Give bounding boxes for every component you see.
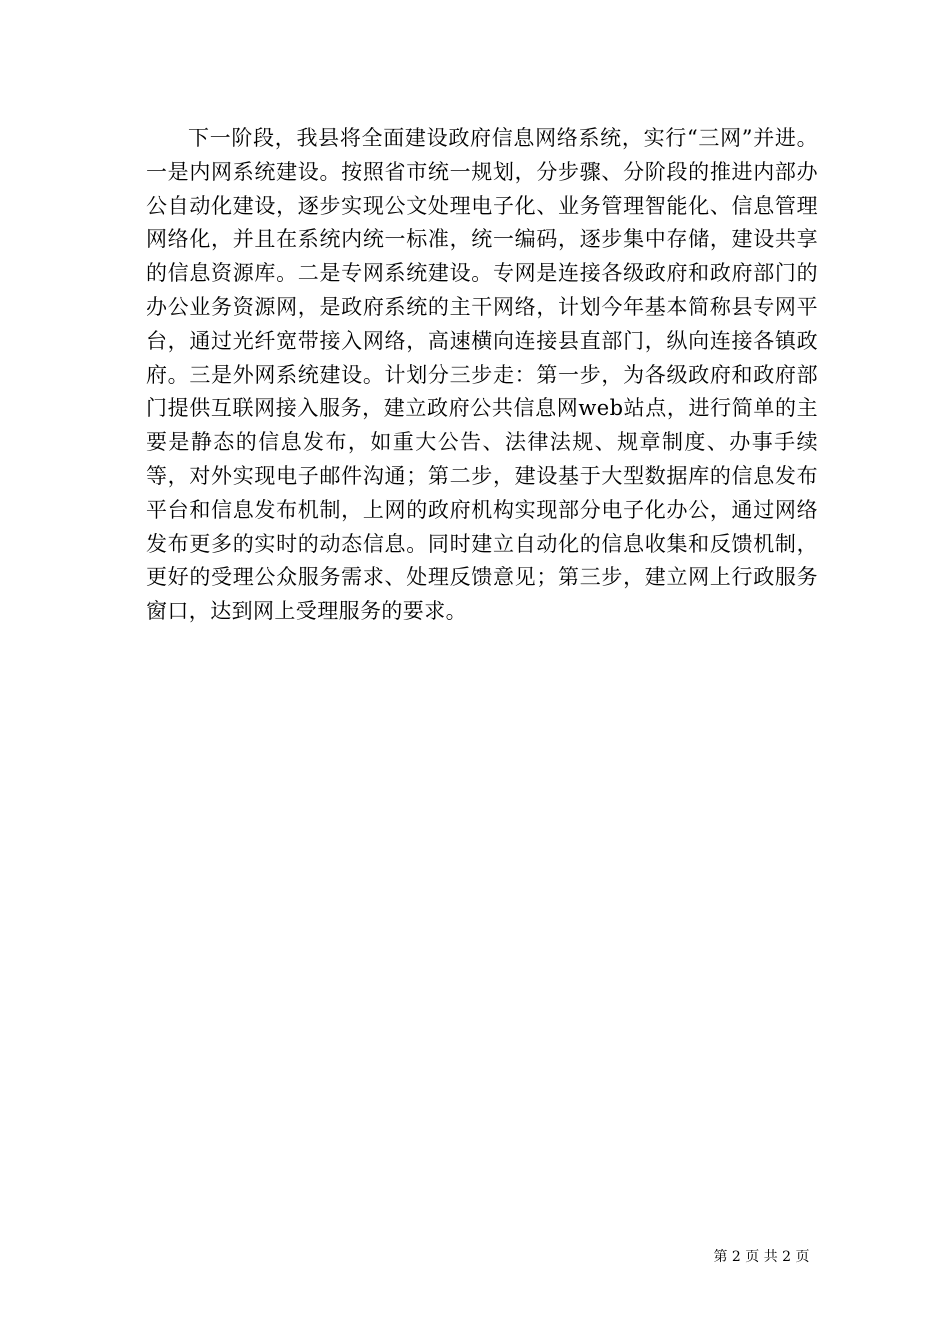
body-paragraph: 下一阶段，我县将全面建设政府信息网络系统，实行“三网”并进。一是内网系统建设。按照省市统一规划，分步骤、分阶段的推进内部办公自动化建设，逐步实现公文处理电子化、业务管理智能化、信息管理网络化，并且在系统内统一标准，统一编码，逐步集中存储，建设共享的信息资源库。二是专网系统建设。专网是连接各级政府和政府部门的办公业务资源网，是政府系统的主干网络，计划今年基本简称县专网平台，通过光纤宽带接入网络，高速横向连接县直部门，纵向连接各镇政府。三是外网系统建设。计划分三步走：第一步，为各级政府和政府部门提供互联网接入服务，建立政府公共信息网web站点，进行简单的主要是静态的信息发布，如重大公告、法律法规、规章制度、办事手续等，对外实现电子邮件沟通；第二步，建设基于大型数据库的信息发布平台和信息发布机制，上网的政府机构实现部分电子化办公，通过网络发布更多的实时的动态信息。同时建立自动化的信息收集和反馈机制，更好的受理公众服务需求、处理反馈意见；第三步，建立网上行政服务窗口，达到网上受理服务的要求。 bbox=[146, 126, 818, 624]
page-number: 第 2 页 共 2 页 bbox=[713, 1249, 810, 1265]
page-footer bbox=[0, 1248, 950, 1266]
